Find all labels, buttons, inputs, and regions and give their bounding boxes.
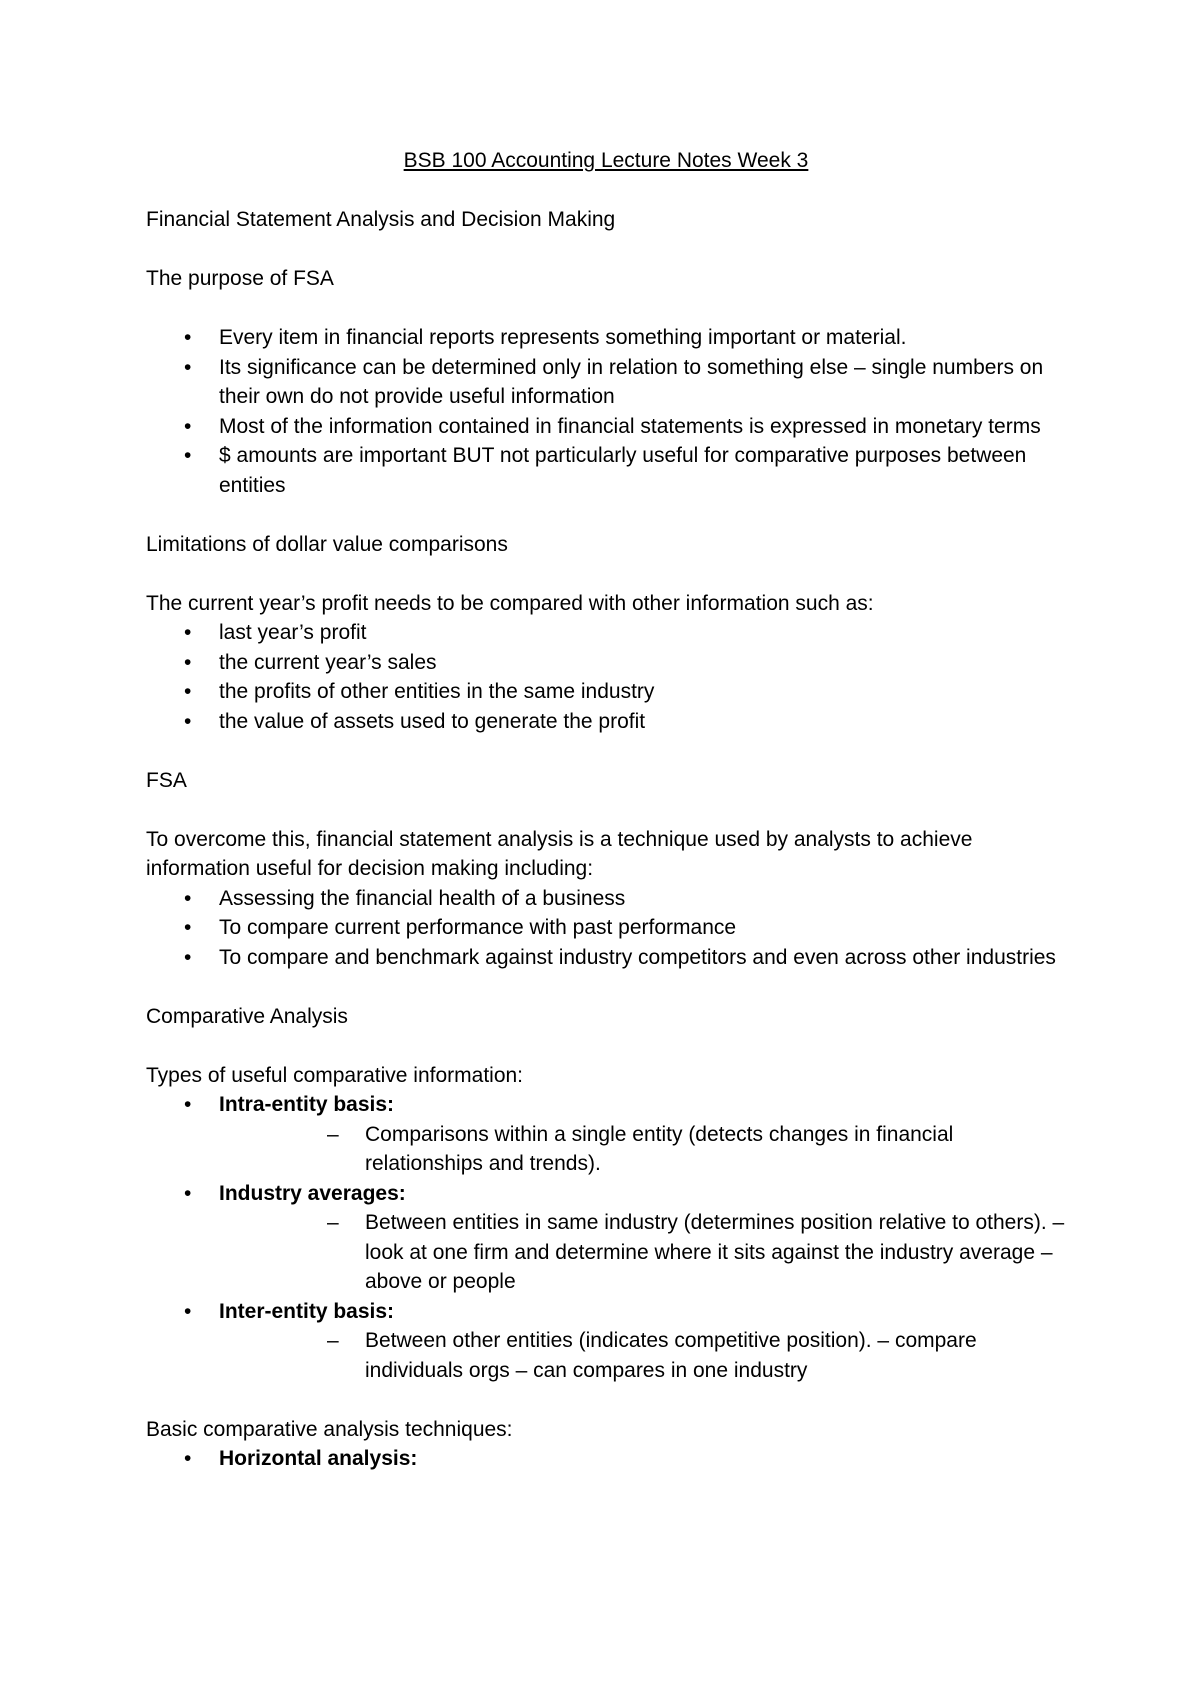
list-item-text: Horizontal analysis: xyxy=(219,1447,418,1470)
list-item-text: Most of the information contained in financial statements is expressed in monetary terms xyxy=(219,414,1041,438)
list-item xyxy=(146,1090,1066,1179)
bullet-glyph: • xyxy=(184,886,192,910)
list-item-text: To compare current performance with past performance xyxy=(219,916,737,939)
bullet-glyph: • xyxy=(184,680,192,703)
list-item xyxy=(146,677,1066,707)
sub-list-item xyxy=(219,1208,1066,1297)
list-item-text: last year’s profit xyxy=(219,621,367,644)
bullet-glyph: • xyxy=(184,414,192,438)
sub-list xyxy=(219,1120,1066,1179)
bullet-glyph: • xyxy=(184,1447,192,1470)
list-item xyxy=(146,913,1066,943)
bullet-glyph: • xyxy=(184,1299,192,1323)
bullet-glyph: • xyxy=(184,916,192,939)
list-item xyxy=(146,1179,1066,1297)
list-item xyxy=(146,353,1066,412)
list-item-text: Its significance can be determined only in relation to something else – single numbers on their own do not provide useful information xyxy=(219,355,1044,408)
comparative-label: Industry averages: xyxy=(219,1181,406,1205)
limitations-list xyxy=(146,618,1066,736)
sub-list-item xyxy=(219,1120,1066,1179)
list-item-text: the current year’s sales xyxy=(219,650,437,674)
list-item xyxy=(146,943,1066,973)
list-item xyxy=(146,412,1066,442)
sub-list xyxy=(219,1208,1066,1297)
sub-list xyxy=(219,1326,1066,1385)
bullet-glyph: • xyxy=(184,709,192,733)
list-item xyxy=(146,441,1066,500)
comparative-list xyxy=(146,1090,1066,1385)
bullet-glyph: • xyxy=(184,621,192,644)
limitations-intro: The current year’s profit needs to be compared with other information such as: xyxy=(146,591,874,615)
bullet-glyph: • xyxy=(184,355,192,379)
comparative-heading: Comparative Analysis xyxy=(146,1004,348,1028)
main-heading: Financial Statement Analysis and Decision Making xyxy=(146,208,616,231)
list-item-text: To compare and benchmark against industry competitors and even across other industries xyxy=(219,945,1056,969)
fsa-heading: FSA xyxy=(146,768,187,792)
bullet-glyph: • xyxy=(184,1181,192,1205)
bullet-glyph: • xyxy=(184,945,192,969)
sub-item-text: Between entities in same industry (determines position relative to others). – look at one firm and determine where it sits against the industry average – above or people xyxy=(365,1211,1065,1293)
techniques-intro: Basic comparative analysis techniques: xyxy=(146,1417,513,1441)
list-item xyxy=(146,1444,1066,1474)
purpose-heading: The purpose of FSA xyxy=(146,267,334,290)
bullet-glyph: • xyxy=(184,1093,192,1116)
bullet-glyph: • xyxy=(184,444,192,467)
list-item xyxy=(146,707,1066,737)
list-item xyxy=(146,648,1066,678)
list-item-text: the profits of other entities in the same industry xyxy=(219,680,655,703)
comparative-label: Intra-entity basis: xyxy=(219,1093,395,1116)
techniques-list xyxy=(146,1444,1066,1474)
list-item xyxy=(146,323,1066,353)
document-title: BSB 100 Accounting Lecture Notes Week 3 xyxy=(403,149,809,172)
sub-item-text: Comparisons within a single entity (detects changes in financial relationships and trends). xyxy=(365,1122,954,1175)
list-item xyxy=(146,618,1066,648)
dash-glyph: – xyxy=(327,1329,339,1352)
dash-glyph: – xyxy=(327,1211,339,1234)
list-item-text: Every item in financial reports represents something important or material. xyxy=(219,326,907,349)
fsa-list xyxy=(146,884,1066,973)
dash-glyph: – xyxy=(327,1122,339,1146)
limitations-heading: Limitations of dollar value comparisons xyxy=(146,532,508,556)
list-item xyxy=(146,1297,1066,1386)
purpose-list xyxy=(146,323,1066,500)
list-item xyxy=(146,884,1066,914)
comparative-label: Inter-entity basis: xyxy=(219,1299,395,1323)
list-item-text: Assessing the financial health of a business xyxy=(219,886,626,910)
document-body xyxy=(146,146,1066,1474)
list-item-text: the value of assets used to generate the profit xyxy=(219,709,646,733)
bullet-glyph: • xyxy=(184,326,192,349)
list-item-text: $ amounts are important BUT not particularly useful for comparative purposes between entities xyxy=(219,444,1027,497)
fsa-intro: To overcome this, financial statement analysis is a technique used by analysts to achieve information useful for decision making including: xyxy=(146,827,973,880)
sub-item-text: Between other entities (indicates competitive position). – compare individuals orgs – can compares in one industry xyxy=(365,1329,977,1382)
sub-list-item xyxy=(219,1326,1066,1385)
comparative-intro: Types of useful comparative information: xyxy=(146,1063,524,1087)
bullet-glyph: • xyxy=(184,650,192,674)
